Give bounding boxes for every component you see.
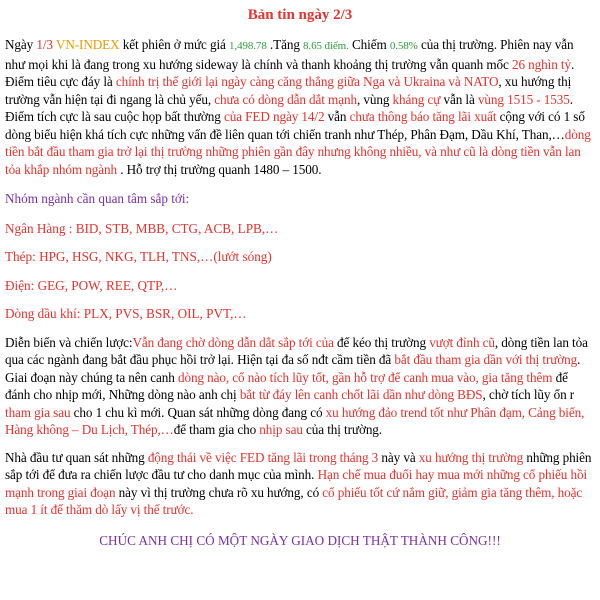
fed-meeting: của FED ngày 14/2 xyxy=(223,109,325,124)
sector-group-power: Điện: GEG, POW, REE, QTP,… xyxy=(5,277,178,293)
sector-group-banking: Ngân Hàng : BID, STB, MBB, CTG, ACB, LPB,… xyxy=(5,220,279,236)
session-date: 1/3 xyxy=(36,37,53,52)
close-price: 1,498.78 xyxy=(229,40,267,52)
market-summary-paragraph: Ngày 1/3 VN-INDEX kết phiên ở mức giá 1,498.78 .Tăng 8.65 điểm. Chiếm 0.58% của thị trường. Phiên nay vẫn như mọi khi là đang trong xu hướng sideway là chính và thanh khoảng thị trường vẫn quanh mốc 26 nghìn tỷ. Điểm tiêu cực đáy là chính trị thế giới lại ngày càng căng thẳng giữa Nga và Ukraina và NATO, xu hướng thị trường vẫn hiện tại đi ngang là chủ yếu, chưa có dòng dẫn dắt mạnh, vùng kháng cự vẫn là vùng 1515 - 1535. Điểm tích cực là sau cuộc họp bất thường của FED ngày 14/2 vẫn chưa thông báo tăng lãi xuất cộng với có 1 số dòng biểu hiện khá tích cực những vấn đề liên quan tới chiến tranh như Thép, Phân Đạm, Dầu Khí, Than,…dòng tiền bắt đầu tham gia trở lại thị trường những phiên gần đây nhưng không nhiều, và như cũ là dòng tiền vẫn lan tỏa khắp nhóm ngành . Hỗ trợ thị trường quanh 1480 – 1500. xyxy=(5,37,591,177)
closing-wish: CHÚC ANH CHỊ CÓ MỘT NGÀY GIAO DỊCH THẬT THÀNH CÔNG!!! xyxy=(99,532,501,548)
change-points: 8.65 điểm. xyxy=(303,40,349,52)
no-leader-note: chưa có dòng dẫn dắt mạnh xyxy=(214,91,357,107)
resistance-label: kháng cự xyxy=(392,91,441,107)
no-rate-hike-note: chưa thông báo tăng lãi xuất xyxy=(349,109,497,124)
negative-point: chính trị thế giới lại ngày càng căng thẳng giữa Nga và Ukraina và NATO xyxy=(115,74,499,89)
liquidity-level: 26 nghìn tỷ xyxy=(511,56,571,72)
support-range: 1480 – 1500 xyxy=(253,161,319,177)
resistance-range: vùng 1515 - 1535 xyxy=(477,91,570,107)
change-percent: 0.58% xyxy=(389,40,418,52)
advice-paragraph: Nhà đầu tư quan sát những động thái về việc FED tăng lãi trong tháng 3 này và xu hướng thị trường những phiên sắp tới để đưa ra chiến lược đầu tư cho danh mục của mình. Hạn chế mua đuổi hay mua mới những cổ phiếu hồi mạnh trong giai đoạn này vì thị trường chưa rõ xu hướng, có cổ phiếu tốt cứ nắm giữ, giảm gia tăng thêm, hoặc mua 1 ít để thăm dò lấy vị thế trước. xyxy=(5,449,592,517)
sector-groups-heading: Nhóm ngành cần quan tâm sắp tới: xyxy=(5,191,190,206)
sector-group-steel: Thép: HPG, HSG, NKG, TLH, TNS,…(lướt sóng) xyxy=(5,249,272,264)
sector-group-oil-gas: Dòng dầu khí: PLX, PVS, BSR, OIL, PVT,… xyxy=(5,306,247,321)
strategy-paragraph: Diễn biến và chiến lược:Vẫn đang chờ dòng dẫn dắt sắp tới của để kéo thị trường vượt đỉnh cũ, dòng tiền lan tỏa qua các ngành đang bắt đầu phục hồi trở lại. Hiện tại đa số nđt cầm tiền đã bắt đầu tham gia dần với thị trường. Giai đoạn này chúng ta nên canh dòng nào, cổ nào tích lũy tốt, gần hỗ trợ để canh mua vào, gia tăng thêm để đánh cho nhịp mới, Những dòng nào anh chị bắt từ đáy lên canh chốt lãi dần như dòng BĐS, chờ tích lũy ổn r tham gia sau cho 1 chu kì mới. Quan sát những dòng đang có xu hướng đảo trend tốt như Phân đạm, Cảng biển, Hàng không – Du Lịch, Thép,…để tham gia cho nhịp sau của thị trường. xyxy=(5,334,588,437)
bulletin-title: Bản tin ngày 2/3 xyxy=(247,7,353,23)
money-flow-note: dòng tiền bắt đầu tham gia trở lại thị trường những phiên gần đây nhưng không nhiều, và như cũ là dòng tiền vẫn lan tỏa khắp nhóm ngành xyxy=(5,126,591,177)
index-name: VN-INDEX xyxy=(55,37,120,52)
